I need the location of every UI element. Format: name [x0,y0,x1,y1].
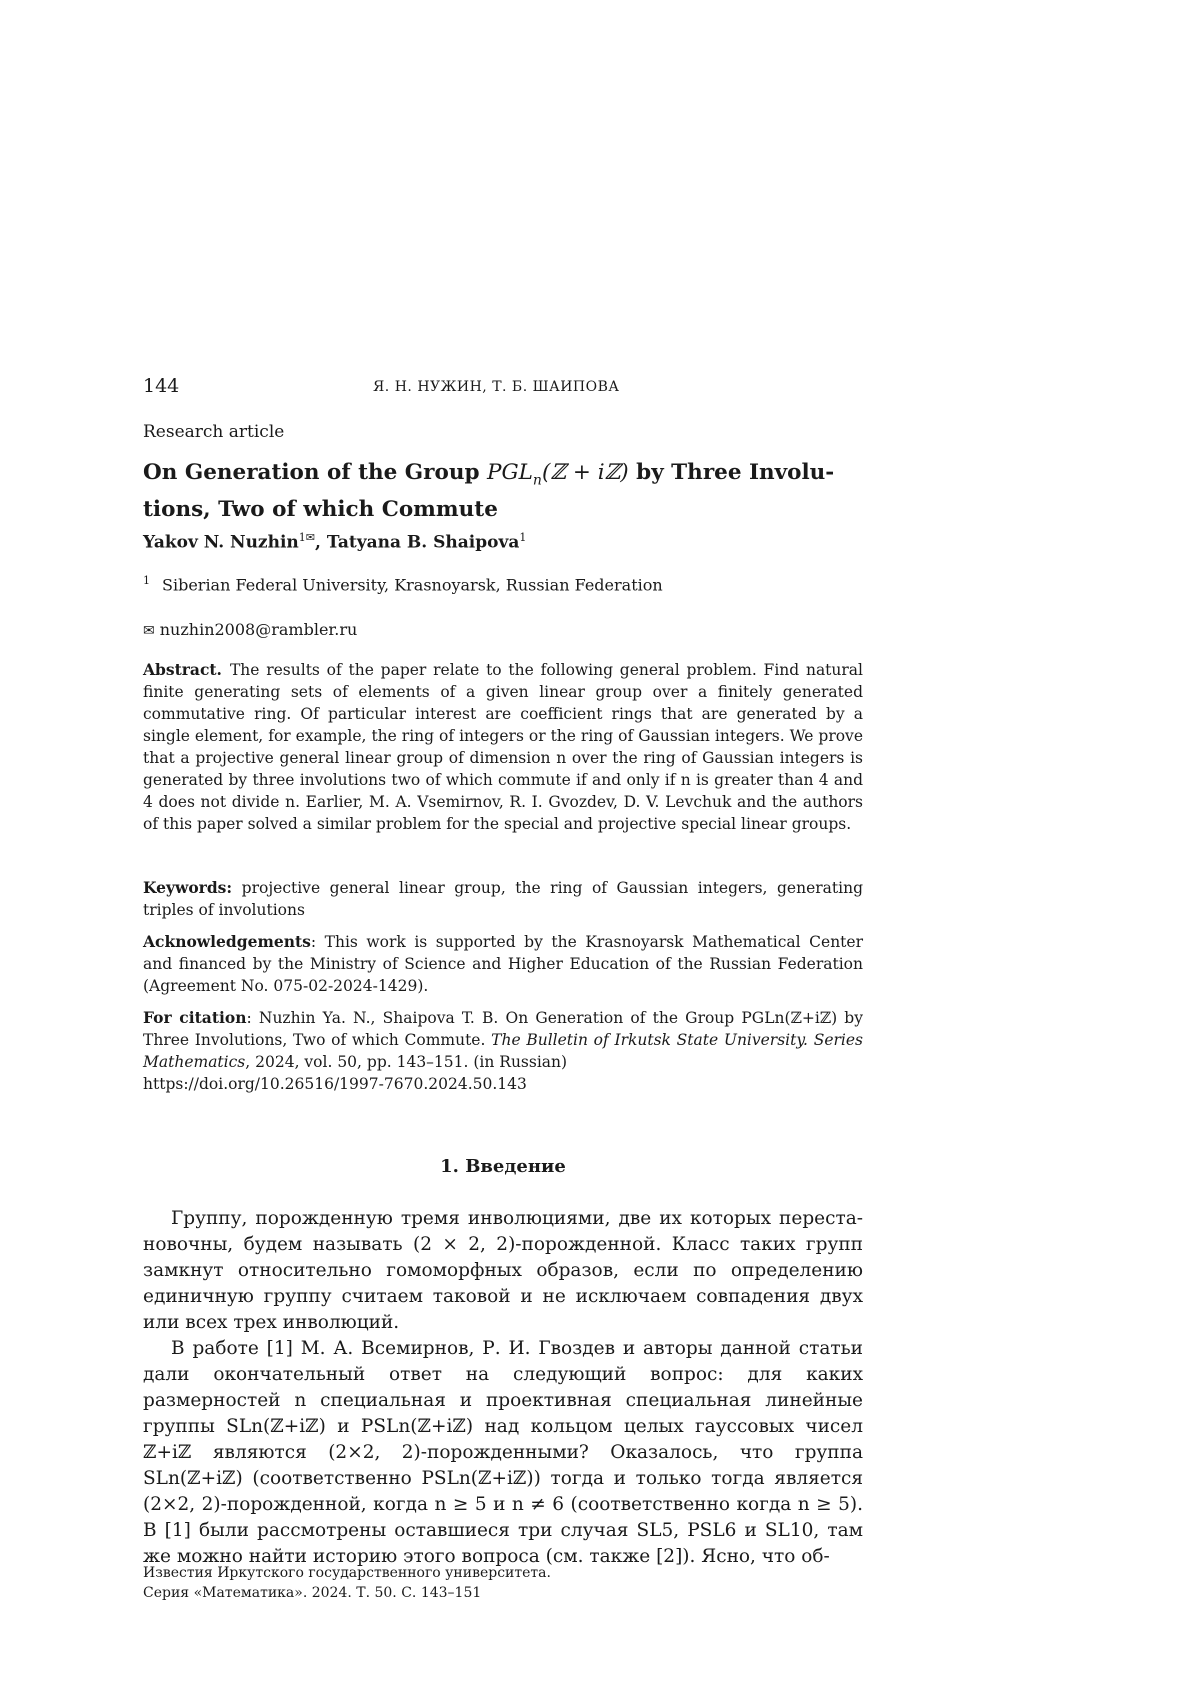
citation [143,1007,863,1095]
affiliation-text: Siberian Federal University, Krasnoyarsk, Russian Federation [162,575,663,595]
keywords-label: Keywords: [143,878,233,897]
author-affiliation-marker: 1 [519,531,527,544]
email-address[interactable]: nuzhin2008@rambler.ru [159,620,358,639]
author-affiliation-marker: 1✉ [298,531,315,544]
affiliation-marker: 1 [143,574,150,587]
affiliation [143,574,663,594]
author-name: Yakov N. Nuzhin [143,532,299,553]
body-paragraph: Группу, порожденную тремя инволюциями, две их которых переста-новочны, будем называть (2 × 2, 2)-порожденной. Класс таких групп замкнут относительно гомоморфных образов, если по определению единичную группу считаем таковой и не исключаем совпадения двух или всех трех инволюций. [143,1208,863,1333]
footer-line: Серия «Математика». 2024. Т. 50. С. 143–151 [143,1585,482,1601]
citation-journal: The Bulletin of Irkutsk State University. Series Mathematics [143,1031,863,1071]
acknowledgements [143,931,863,997]
section-heading: 1. Введение [440,1156,566,1177]
acknowledgements-label: Acknowledgements [143,932,311,951]
running-header [143,375,863,401]
article-title [143,458,863,524]
body-paragraph: В работе [1] М. А. Всемирнов, Р. И. Гвоздев и авторы данной статьи дали окончательный ответ на следующий вопрос: для каких размерностей n специальная и проективная специальная линейные группы SLn(ℤ+iℤ) и PSLn(ℤ+iℤ) над кольцом целых гауссовых чисел ℤ+iℤ являются (2×2, 2)-порожденными? Оказалось, что группа SLn(ℤ+iℤ) (соответственно PSLn(ℤ+iℤ)) тогда и только тогда является (2×2, 2)-порожденной, когда n ≥ 5 и n ≠ 6 (соответственно когда n ≥ 5). В [1] были рассмотрены оставшиеся три случая SL5, PSL6 и SL10, там же можно найти историю этого вопроса (см. также [2]). Ясно, что об- [143,1338,863,1567]
running-authors: Я. Н. НУЖИН, Т. Б. ШАИПОВА [373,379,620,395]
keywords-text: projective general linear group, the ring of Gaussian integers, generating triples of involutions [143,879,863,919]
author-list: Yakov N. Nuzhin$^{1✉}$, Tatyana B. Shaipova$^1$ [143,531,527,553]
citation-details: , 2024, vol. 50, pp. 143–151. (in Russian) [245,1053,568,1071]
envelope-icon: ✉ [143,623,155,639]
citation-doi-link[interactable]: https://doi.org/10.26516/1997-7670.2024.50.143 [143,1075,527,1093]
citation-text: : Nuzhin Ya. N., Shaipova T. B. On Generation of the Group PGLn(ℤ+iℤ) by Three Involutions, Two of which Commute. [143,1009,863,1049]
acknowledgements-text: : This work is supported by the Krasnoyarsk Mathematical Center and financed by the Ministry of Science and Higher Education of the Russian Federation (Agreement No. 075-02-2024-1429). [143,933,863,995]
abstract-label: Abstract. [143,660,222,679]
journal-footer [143,1563,551,1603]
title-part-1: On Generation of the Group [143,460,487,485]
footer-line: Известия Иркутского государственного университета. [143,1565,551,1581]
title-part-2: by Three Involu-tions, Two of which Commute [143,460,835,523]
citation-label: For citation [143,1008,247,1027]
author-name: Tatyana B. Shaipova [326,532,520,553]
title-math: $PGL_n(ℤ$ + iℤ) [487,460,629,489]
abstract [143,659,863,835]
contact-email [143,620,357,639]
article-type: Research article [143,422,285,442]
page-number: 144 [143,375,180,397]
keywords [143,877,863,921]
abstract-text: The results of the paper relate to the following general problem. Find natural finite generating sets of elements of a given linear group over a finitely generated commutative ring. Of particular interest are coefficient rings that are generated by a single element, for example, the ring of integers or the ring of Gaussian integers. We prove that a projective general linear group of dimension n over the ring of Gaussian integers is generated by three involutions two of which commute if and only if n is greater than 4 and 4 does not divide n. Earlier, M. A. Vsemirnov, R. I. Gvozdev, D. V. Levchuk and the authors of this paper solved a similar problem for the special and projective special linear groups. [143,661,863,833]
